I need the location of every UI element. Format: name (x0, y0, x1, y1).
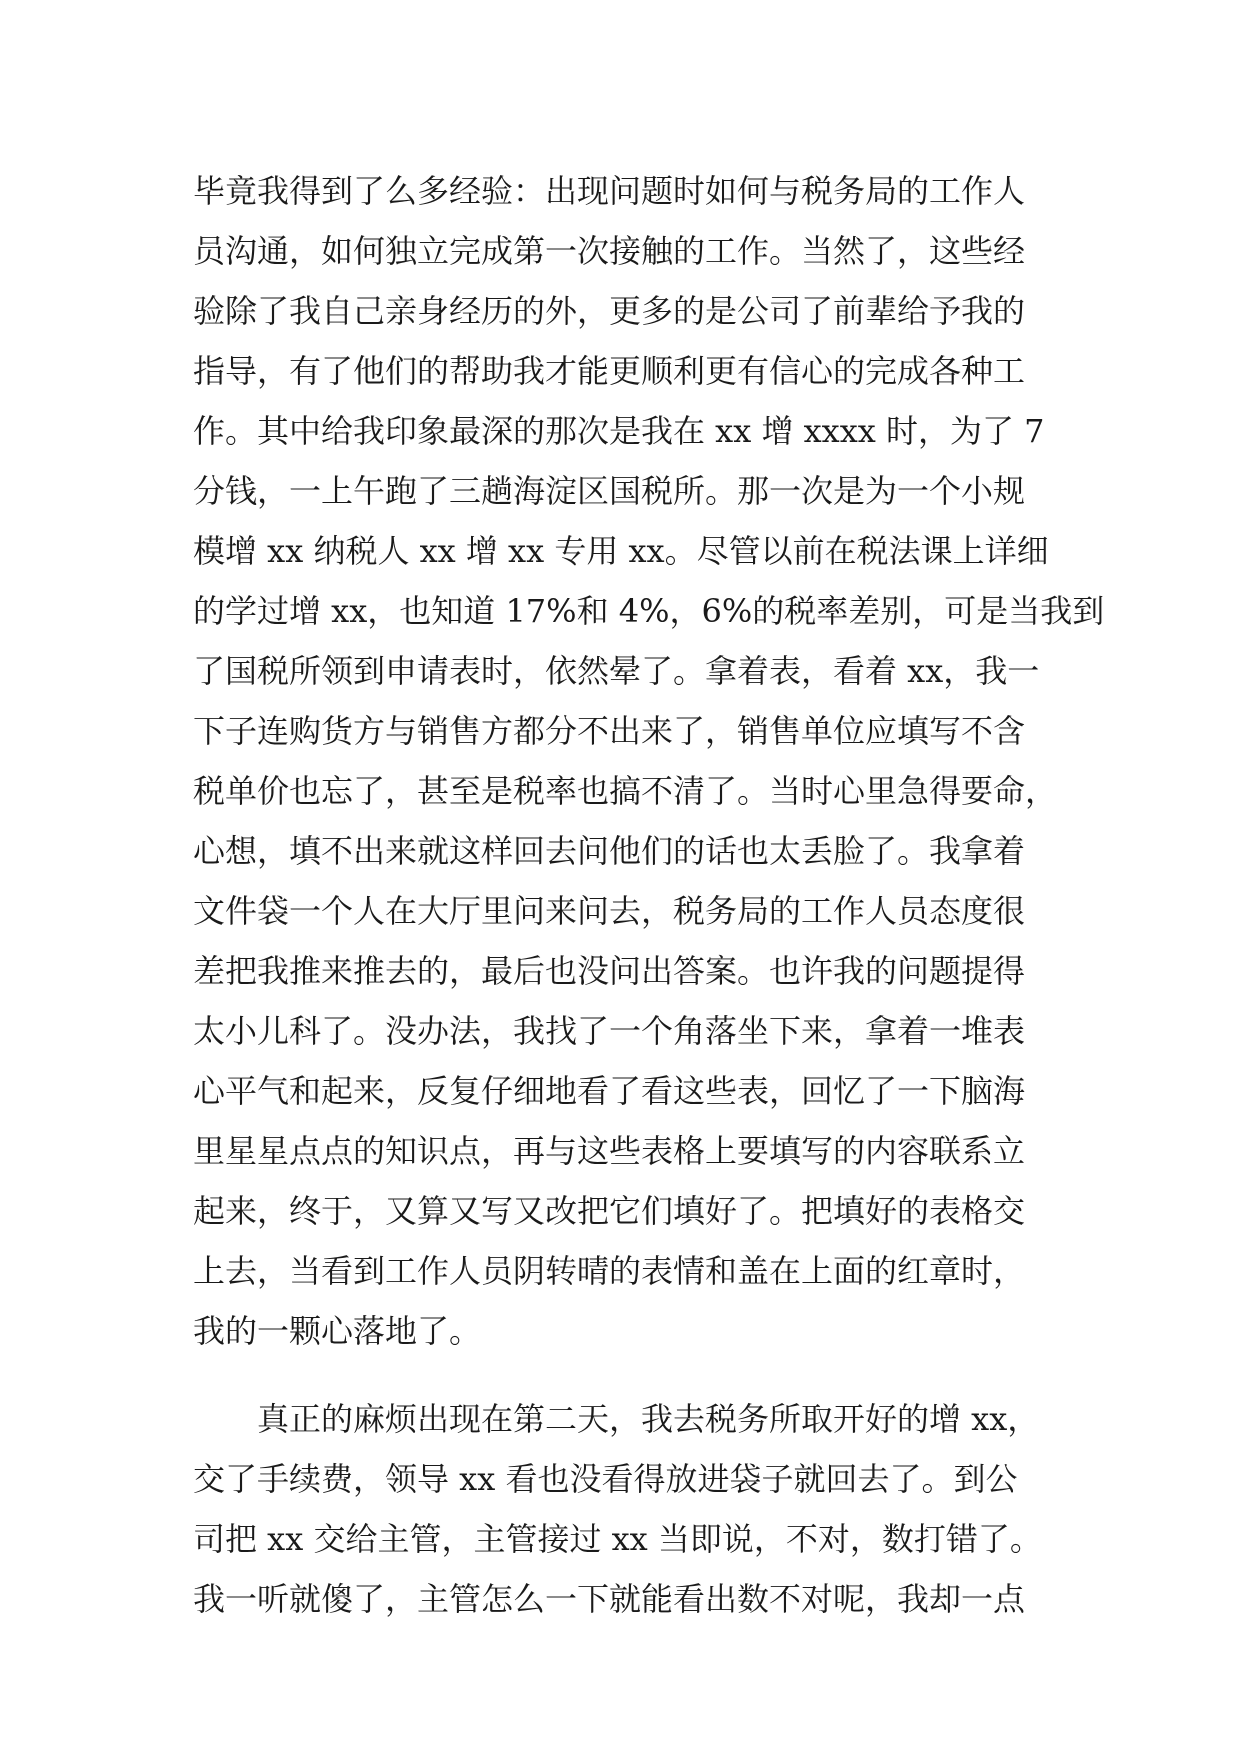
text-line: 毕竟我得到了么多经验：出现问题时如何与税务局的工作人 (193, 172, 1026, 210)
text-line: 心平气和起来，反复仔细地看了看这些表，回忆了一下脑海 (193, 1072, 1026, 1110)
text-line: 上去，当看到工作人员阴转晴的表情和盖在上面的红章时， (193, 1252, 1026, 1290)
text-line: 员沟通，如何独立完成第一次接触的工作。当然了，这些经 (193, 232, 1026, 270)
text-line: 交了手续费，领导 xx 看也没看得放进袋子就回去了。到公 (193, 1460, 1018, 1498)
text-line: 里星星点点的知识点，再与这些表格上要填写的内容联系立 (193, 1132, 1026, 1170)
paragraph-1 (193, 161, 1105, 1361)
text-line: 我一听就傻了，主管怎么一下就能看出数不对呢，我却一点 (193, 1580, 1026, 1618)
text-line: 模增 xx 纳税人 xx 增 xx 专用 xx。尽管以前在税法课上详细 (193, 532, 1049, 570)
text-line: 司把 xx 交给主管，主管接过 xx 当即说，不对，数打错了。 (193, 1520, 1042, 1558)
text-line: 心想，填不出来就这样回去问他们的话也太丢脸了。我拿着 (193, 832, 1026, 870)
text-line: 作。其中给我印象最深的那次是我在 xx 增 xxxx 时，为了 7 (193, 412, 1045, 450)
text-line: 文件袋一个人在大厅里问来问去，税务局的工作人员态度很 (193, 892, 1026, 930)
text-line: 指导，有了他们的帮助我才能更顺利更有信心的完成各种工 (193, 352, 1026, 390)
text-line: 起来，终于，又算又写又改把它们填好了。把填好的表格交 (193, 1192, 1026, 1230)
text-line: 太小儿科了。没办法，我找了一个角落坐下来，拿着一堆表 (193, 1012, 1026, 1050)
text-line: 下子连购货方与销售方都分不出来了，销售单位应填写不含 (193, 712, 1026, 750)
text-line: 的学过增 xx，也知道 17%和 4%，6%的税率差别，可是当我到 (193, 592, 1105, 630)
text-line: 我的一颗心落地了。 (193, 1312, 482, 1350)
text-line: 真正的麻烦出现在第二天，我去税务所取开好的增 xx， (257, 1400, 1040, 1438)
text-line: 差把我推来推去的，最后也没问出答案。也许我的问题提得 (193, 952, 1026, 990)
text-line: 验除了我自己亲身经历的外，更多的是公司了前辈给予我的 (193, 292, 1026, 330)
text-line: 税单价也忘了，甚至是税率也搞不清了。当时心里急得要命， (193, 772, 1058, 810)
paragraph-2 (193, 1389, 1073, 1629)
text-line: 分钱，一上午跑了三趟海淀区国税所。那一次是为一个小规 (193, 472, 1026, 510)
document-body (193, 161, 1105, 1629)
text-line: 了国税所领到申请表时，依然晕了。拿着表，看着 xx，我一 (193, 652, 1040, 690)
